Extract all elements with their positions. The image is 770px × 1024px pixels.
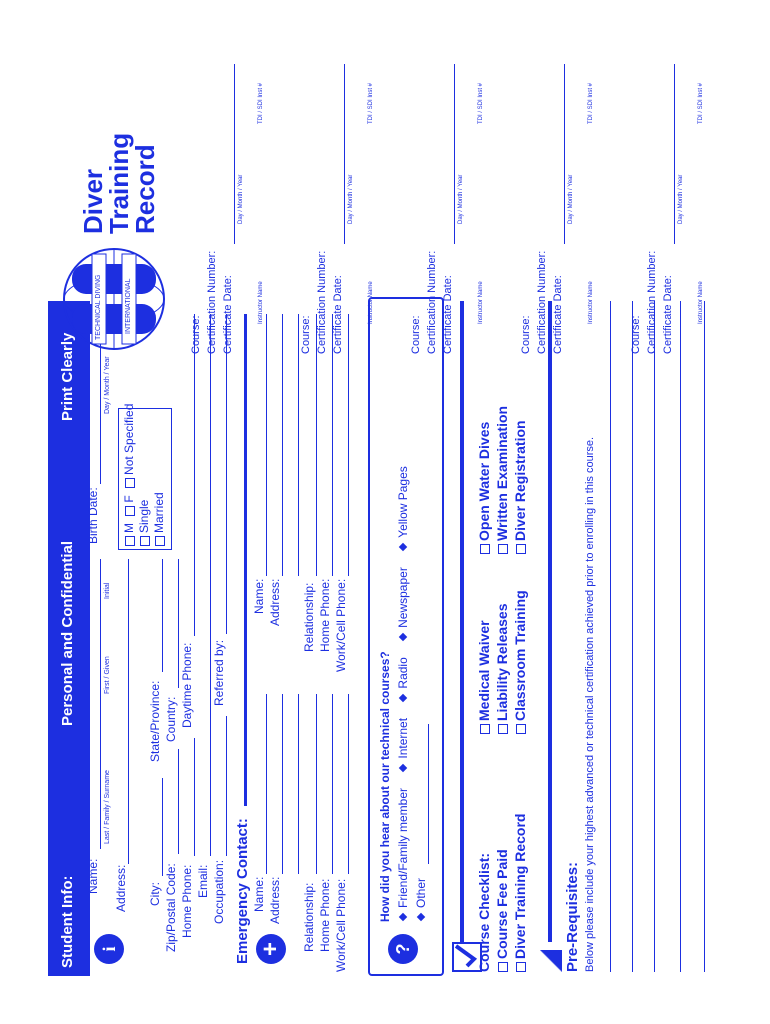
em-work-phone-label: Work/Cell Phone: xyxy=(334,878,348,972)
record-cert-date-field[interactable] xyxy=(234,64,235,244)
record-cert-number-label: Certification Number: xyxy=(536,250,548,354)
em-address-field[interactable] xyxy=(282,694,283,874)
checklist-item: Written Examination xyxy=(494,406,510,554)
record-inst-no: TDI / SDI Inst # xyxy=(588,82,594,124)
record-instructor: Instructor Name xyxy=(698,281,704,324)
record-inst-no: TDI / SDI Inst # xyxy=(698,82,704,124)
sub-initial: Initial xyxy=(104,582,111,599)
bullet-icon xyxy=(399,693,407,701)
checklist-heading: Course Checklist: xyxy=(476,852,492,972)
survey-question: How did you hear about our technical courses? xyxy=(378,651,392,922)
record-cert-date-field[interactable] xyxy=(344,64,345,244)
em-home-phone-label-2: Home Phone: xyxy=(318,578,332,652)
record-inst-no: TDI / SDI Inst # xyxy=(258,82,264,124)
email-label: Email: xyxy=(196,864,210,898)
record-instructor: Instructor Name xyxy=(588,281,594,324)
bullet-icon xyxy=(399,913,407,921)
bullet-icon xyxy=(399,543,407,551)
married-option: Married xyxy=(152,492,166,546)
em-home-phone-field[interactable] xyxy=(332,694,333,874)
single-option: Single xyxy=(137,500,151,546)
country-label: Country: xyxy=(164,696,178,742)
print-clearly-heading: Print Clearly xyxy=(59,332,76,421)
referred-label: Referred by: xyxy=(212,639,226,706)
checklist-item: Diver Training Record xyxy=(512,814,528,972)
prereq-divider xyxy=(548,301,552,942)
em-name-label: Name: xyxy=(252,876,266,912)
record-cert-date-field[interactable] xyxy=(674,64,675,244)
record-instructor: Instructor Name xyxy=(258,281,264,324)
survey-options-row1: Friend/Family member Internet Radio Newspaper Yellow Pages xyxy=(396,466,410,922)
record-cert-number-label: Certification Number: xyxy=(646,250,658,354)
question-icon: ? xyxy=(388,934,418,964)
record-cert-date-label: Certificate Date: xyxy=(552,275,564,354)
emergency-divider xyxy=(244,314,247,806)
occupation-label: Occupation: xyxy=(212,859,226,924)
em-home-phone-label: Home Phone: xyxy=(318,878,332,952)
record-course-label: Course: xyxy=(520,315,532,354)
record-cert-date-label: Certificate Date: xyxy=(332,275,344,354)
zip-label: Zip/Postal Code: xyxy=(164,863,178,952)
sub-first: First / Given xyxy=(104,656,111,694)
record-dmy: Day / Month / Year xyxy=(348,174,354,224)
checklist-item: Liability Releases xyxy=(494,603,510,734)
record-cert-date-label: Certificate Date: xyxy=(662,275,674,354)
bullet-icon xyxy=(399,763,407,771)
em-work-phone-label-2: Work/Cell Phone: xyxy=(334,578,348,672)
em-address-label-2: Address: xyxy=(268,578,282,626)
bullet-icon xyxy=(417,913,425,921)
medical-cross-icon: + xyxy=(256,934,286,964)
sex-options: M F Not Specified xyxy=(122,404,136,546)
record-inst-no: TDI / SDI Inst # xyxy=(478,82,484,124)
em-address-line2[interactable] xyxy=(298,694,299,874)
prereq-line-4[interactable] xyxy=(680,301,681,972)
emergency-heading: Emergency Contact: xyxy=(234,818,251,964)
prereq-text: Below please include your highest advanced or technical certification achieved prior to enrolling in this course. xyxy=(584,436,596,972)
em-name-field[interactable] xyxy=(266,694,267,874)
em-address-label: Address: xyxy=(268,876,282,924)
prereq-line-3[interactable] xyxy=(654,301,655,972)
em-work-phone-field[interactable] xyxy=(348,694,349,874)
survey-options-row2: Other xyxy=(414,878,428,922)
record-course-label: Course: xyxy=(300,315,312,354)
zip-field[interactable] xyxy=(178,749,179,854)
prereq-line-5[interactable] xyxy=(704,301,705,972)
occupation-field[interactable] xyxy=(226,716,227,856)
record-course-label: Course: xyxy=(410,315,422,354)
em-name-label-2: Name: xyxy=(252,578,266,614)
record-cert-date-label: Certificate Date: xyxy=(222,275,234,354)
survey-other-field[interactable] xyxy=(428,724,429,864)
home-phone-label: Home Phone: xyxy=(180,864,194,938)
header-bar xyxy=(48,301,90,976)
prereq-flag-icon xyxy=(540,950,562,972)
em-relationship-field[interactable] xyxy=(316,694,317,874)
record-course-label: Course: xyxy=(630,315,642,354)
checklist-item: Medical Waiver xyxy=(476,620,492,734)
student-info-heading: Student Info: xyxy=(59,875,76,968)
record-cert-number-label: Certification Number: xyxy=(316,250,328,354)
info-icon: i xyxy=(94,934,124,964)
em-relationship-label: Relationship: xyxy=(302,882,316,952)
name-label: Name: xyxy=(86,858,100,894)
daytime-phone-label: Daytime Phone: xyxy=(180,642,194,728)
record-dmy: Day / Month / Year xyxy=(678,174,684,224)
personal-confidential-heading: Personal and Confidential xyxy=(59,540,76,726)
record-instructor: Instructor Name xyxy=(478,281,484,324)
em-relationship-label-2: Relationship: xyxy=(302,582,316,652)
logo-text-top: TECHNICAL DIVING xyxy=(95,274,102,340)
record-instructor: Instructor Name xyxy=(368,281,374,324)
prereq-line-2[interactable] xyxy=(632,301,633,972)
sub-dmy: Day / Month / Year xyxy=(104,356,111,414)
sex-marital-box xyxy=(118,408,172,550)
record-dmy: Day / Month / Year xyxy=(238,174,244,224)
checklist-item: Classroom Training xyxy=(512,590,528,734)
record-cert-number-label: Certification Number: xyxy=(206,250,218,354)
logo-text-bottom: INTERNATIONAL xyxy=(125,278,132,334)
prereq-line-1[interactable] xyxy=(610,301,611,972)
record-title: Diver Training Record xyxy=(78,132,160,234)
state-label: State/Province: xyxy=(148,680,162,762)
sub-last: Last / Family / Surname xyxy=(104,770,111,844)
checklist-item: Open Water Dives xyxy=(476,422,492,554)
email-field[interactable] xyxy=(210,314,211,856)
birth-date-label: Birth Date: xyxy=(86,487,100,544)
city-field[interactable] xyxy=(162,778,163,876)
checklist-divider xyxy=(460,301,464,942)
record-inst-no: TDI / SDI Inst # xyxy=(368,82,374,124)
home-phone-field[interactable] xyxy=(194,738,195,856)
address-label: Address: xyxy=(114,864,128,912)
checklist-item: Course Fee Paid xyxy=(494,849,510,972)
record-course-label: Course: xyxy=(190,315,202,354)
bullet-icon xyxy=(399,633,407,641)
tdi-logo xyxy=(52,246,176,352)
record-cert-date-field[interactable] xyxy=(564,64,565,244)
record-dmy: Day / Month / Year xyxy=(458,174,464,224)
record-cert-number-label: Certification Number: xyxy=(426,250,438,354)
city-label: City: xyxy=(148,882,162,906)
country-field[interactable] xyxy=(178,559,179,688)
record-dmy: Day / Month / Year xyxy=(568,174,574,224)
checklist-item: Diver Registration xyxy=(512,420,528,554)
record-cert-date-field[interactable] xyxy=(454,64,455,244)
name-field[interactable] xyxy=(100,559,101,849)
state-field[interactable] xyxy=(162,559,163,672)
record-cert-date-label: Certificate Date: xyxy=(442,275,454,354)
address-field[interactable] xyxy=(128,559,129,864)
prereq-heading: Pre-Requisites: xyxy=(564,861,581,972)
